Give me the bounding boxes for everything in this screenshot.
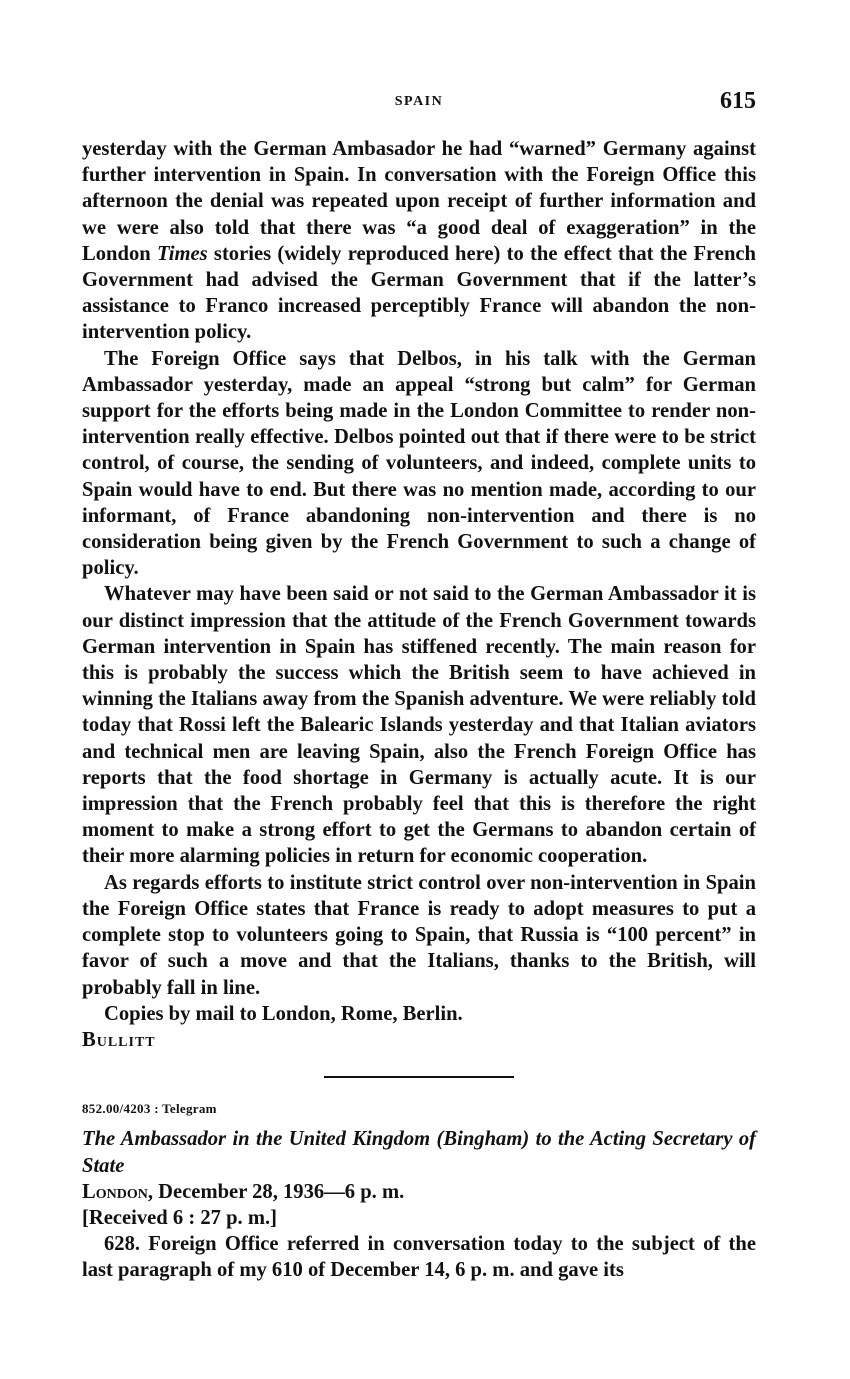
paragraph: Copies by mail to London, Rome, Berlin.: [104, 1002, 463, 1025]
dateline-place: London,: [82, 1180, 153, 1203]
body-text: [82, 136, 756, 1284]
paragraph-text: yesterday with the German Ambasador he had “warned” Germany against further intervention in Spain. In conversation with the Foreign Office this afternoon the denial was repeated upon receipt of further information and we were also told that there was “a good deal of exaggeration” in the London: [82, 138, 756, 265]
section-divider: [324, 1076, 514, 1078]
running-head-title: SPAIN: [394, 94, 444, 109]
page-number: 615: [720, 88, 756, 114]
paragraph: Whatever may have been said or not said to the German Ambassador it is our distinct impression that the attitude of the French Government towards German intervention in Spain has stiffened recently. The main reason for this is probably the success which the British seem to have achieved in winning the Italians away from the Spanish adventure. We were reliably told today that Rossi left the Balearic Islands yesterday and that Italian aviators and technical men are leaving Spain, also the French Foreign Office has reports that the food shortage in Germany is actually acute. It is our impression that the French probably feel that this is therefore the right moment to make a strong effort to get the Germans to abandon certain of their more alarming policies in return for economic cooperation.: [82, 583, 756, 868]
dateline-date: December 28, 1936—6 p. m.: [153, 1180, 405, 1203]
signature: Bullitt: [82, 1028, 156, 1051]
file-number: 852.00/4203 : Telegram: [82, 1101, 217, 1117]
paragraph-continuation: [82, 136, 756, 346]
received-line: [Received 6 : 27 p. m.]: [82, 1206, 278, 1229]
telegram-body: 628. Foreign Office referred in conversation today to the subject of the last paragraph of my 610 of December 14, 6 p. m. and gave its: [82, 1233, 756, 1282]
running-head: [82, 88, 756, 120]
paragraph: As regards efforts to institute strict control over non-intervention in Spain the Foreign Office states that France is ready to adopt measures to put a complete stop to volunteers going to Spain, that Russia is “100 percent” in favor of such a move and that the Italians, thanks to the British, will probably fall in line.: [82, 871, 756, 999]
paragraph-text: stories (widely reproduced here) to the effect that the French Government had advised the German Government that if the latter’s assistance to Franco increased perceptibly France will abandon the non-intervention policy.: [82, 242, 756, 344]
newspaper-title: Times: [156, 242, 208, 265]
paragraph: The Foreign Office says that Delbos, in his talk with the German Ambassador yesterday, made an appeal “strong but calm” for German support for the efforts being made in the London Committee to render non-intervention really effective. Delbos pointed out that if there were to be strict control, of course, the sending of volunteers, and indeed, complete units to Spain would have to end. But there was no mention made, according to our informant, of France abandoning non-intervention and there is no consideration being given by the French Government to such a change of policy.: [82, 347, 756, 580]
dateline: [82, 1179, 756, 1205]
document-heading: The Ambassador in the United Kingdom (Bingham) to the Acting Secretary of State: [82, 1128, 756, 1177]
